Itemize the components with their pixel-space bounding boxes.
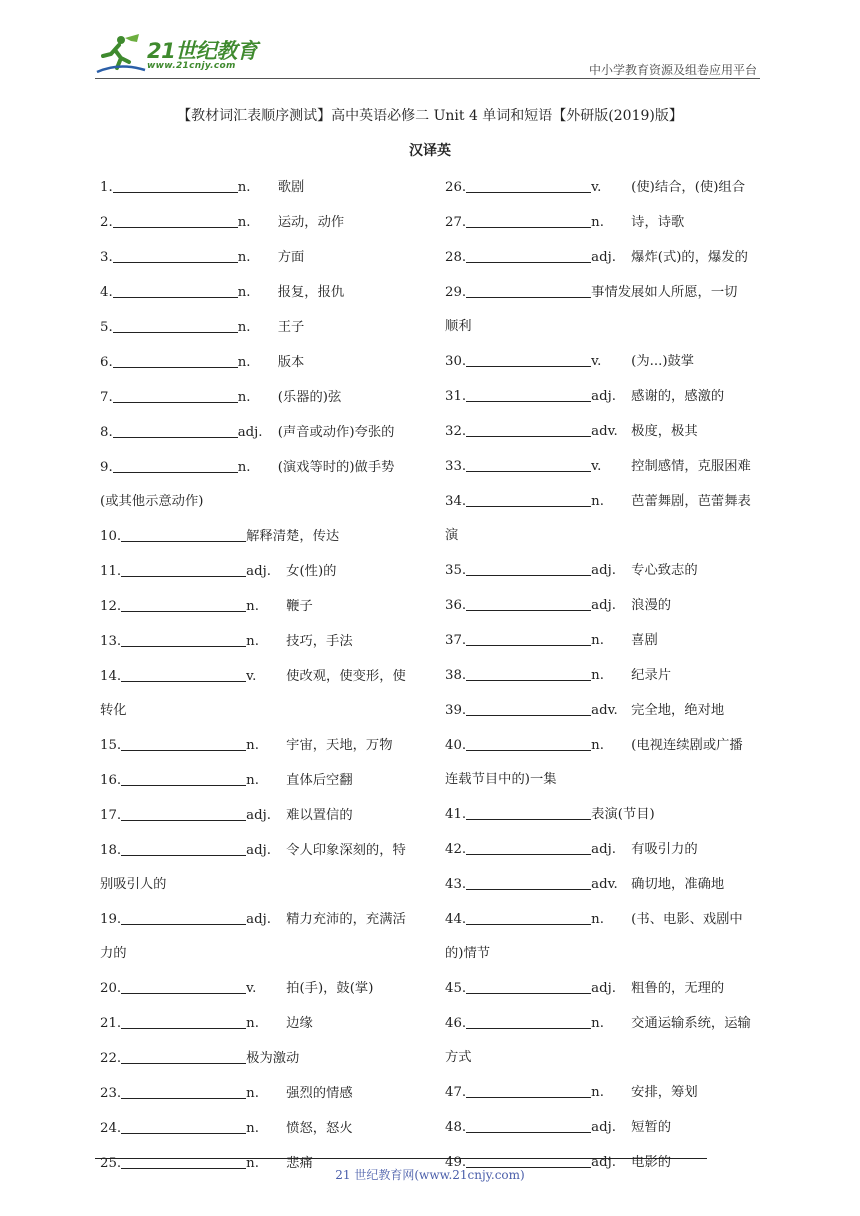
- item-number: 14.: [100, 669, 122, 684]
- vocab-item: [100, 728, 425, 763]
- meaning-continued: 别吸引人的: [100, 877, 167, 892]
- part-of-speech: adj.: [237, 425, 263, 440]
- item-number: 47.: [445, 1085, 467, 1100]
- page-header: [95, 30, 760, 79]
- item-number: 20.: [100, 981, 122, 996]
- item-number: 35.: [445, 563, 467, 578]
- part-of-speech: n.: [237, 355, 251, 370]
- item-number: 2.: [100, 215, 113, 230]
- part-of-speech: n.: [246, 1156, 259, 1171]
- item-number: 48.: [445, 1120, 467, 1135]
- item-number: 13.: [100, 634, 122, 649]
- item-number: 19.: [100, 912, 122, 927]
- vocab-item: [100, 519, 425, 554]
- left-column: [100, 170, 425, 1181]
- vocab-item: [445, 553, 770, 588]
- meaning: 强烈的情感: [286, 1086, 353, 1101]
- vocab-item: [100, 450, 425, 485]
- answer-blank[interactable]: [466, 728, 591, 751]
- answer-blank[interactable]: [121, 1041, 246, 1064]
- meaning: 精力充沛的，充满活: [286, 912, 406, 927]
- vocab-item: [445, 240, 770, 275]
- meaning: 歌剧: [277, 180, 305, 195]
- vocab-item: [100, 763, 425, 798]
- meaning-continued: 演: [445, 528, 459, 543]
- vocab-item: [100, 1076, 425, 1111]
- meaning: 完全地，绝对地: [631, 703, 725, 718]
- item-number: 16.: [100, 773, 122, 788]
- meaning: 极为激动: [246, 1051, 300, 1066]
- part-of-speech: n.: [591, 215, 604, 230]
- meaning-continued: 力的: [100, 946, 127, 961]
- answer-blank[interactable]: [466, 588, 591, 611]
- item-number: 37.: [445, 633, 467, 648]
- answer-blank[interactable]: [121, 589, 246, 612]
- document-title: 【教材词汇表顺序测试】高中英语必修二 Unit 4 单词和短语【外研版(2019)版】: [177, 108, 683, 124]
- item-number: 25.: [100, 1156, 122, 1171]
- part-of-speech: n.: [246, 738, 259, 753]
- meaning: 直体后空翻: [286, 773, 353, 788]
- part-of-speech: n.: [237, 320, 251, 335]
- meaning: 难以置信的: [286, 808, 353, 823]
- part-of-speech: v.: [246, 669, 257, 684]
- vocab-item: [445, 867, 770, 902]
- part-of-speech: adj.: [246, 843, 271, 858]
- item-number: 15.: [100, 738, 122, 753]
- item-number: 1.: [100, 180, 113, 195]
- item-number: 32.: [445, 424, 467, 439]
- item-number: 41.: [445, 807, 467, 822]
- answer-blank[interactable]: [466, 414, 591, 437]
- answer-blank[interactable]: [113, 240, 238, 263]
- answer-blank[interactable]: [466, 449, 591, 472]
- footer-divider: [95, 1158, 707, 1159]
- part-of-speech: n.: [591, 738, 604, 753]
- part-of-speech: n.: [591, 1016, 604, 1031]
- answer-blank[interactable]: [121, 554, 246, 577]
- vocab-item: [100, 833, 425, 868]
- meaning: 安排，筹划: [631, 1085, 698, 1100]
- item-number: 3.: [100, 250, 113, 265]
- vocab-item: [445, 344, 770, 379]
- vocab-item: [100, 1041, 425, 1076]
- part-of-speech: adv.: [591, 877, 618, 892]
- meaning: (乐器的)弦: [277, 390, 342, 405]
- vocab-item: [445, 658, 770, 693]
- item-number: 30.: [445, 354, 467, 369]
- part-of-speech: adj.: [591, 563, 616, 578]
- platform-label: 中小学教育资源及组卷应用平台: [588, 63, 757, 77]
- answer-blank[interactable]: [121, 971, 246, 994]
- answer-blank[interactable]: [113, 415, 238, 438]
- meaning: 粗鲁的，无理的: [631, 981, 725, 996]
- answer-blank[interactable]: [466, 832, 591, 855]
- meaning: 交通运输系统，运输: [631, 1016, 751, 1031]
- answer-blank[interactable]: [121, 798, 246, 821]
- item-number: 27.: [445, 215, 467, 230]
- section-title: 汉译英: [409, 143, 451, 159]
- vocab-item: [445, 379, 770, 414]
- meaning-continued: 顺利: [445, 319, 472, 334]
- answer-blank[interactable]: [121, 763, 246, 786]
- meaning: 女(性)的: [286, 564, 337, 579]
- answer-blank[interactable]: [113, 450, 238, 473]
- meaning: 感谢的，感激的: [631, 389, 725, 404]
- meaning: 拍(手)，鼓(掌): [286, 981, 374, 996]
- meaning: (为...)鼓掌: [631, 354, 695, 369]
- meaning-continued: (或其他示意动作): [100, 494, 204, 509]
- vocab-item: [445, 693, 770, 728]
- vocab-item: [100, 415, 425, 450]
- meaning: 纪录片: [631, 668, 672, 683]
- part-of-speech: adj.: [591, 389, 616, 404]
- meaning: 边缘: [286, 1016, 313, 1031]
- answer-blank[interactable]: [466, 240, 591, 263]
- answer-blank[interactable]: [466, 1145, 591, 1168]
- answer-blank[interactable]: [466, 658, 591, 681]
- vocab-item: [100, 170, 425, 205]
- meaning: 事情发展如人所愿，一切: [591, 285, 738, 300]
- meaning: 令人印象深刻的，特: [286, 843, 406, 858]
- vocab-item: [100, 1006, 425, 1041]
- meaning-continued: 转化: [100, 703, 127, 718]
- part-of-speech: n.: [246, 773, 259, 788]
- part-of-speech: n.: [246, 1121, 259, 1136]
- meaning: 爆炸(式)的，爆发的: [631, 250, 748, 265]
- meaning: 控制感情，克服困难: [631, 459, 751, 474]
- vocab-item: [445, 449, 770, 484]
- item-number: 18.: [100, 843, 122, 858]
- meaning: 有吸引力的: [631, 842, 698, 857]
- meaning: 运动，动作: [277, 215, 345, 230]
- vocab-item: [445, 205, 770, 240]
- meaning: 悲痛: [286, 1156, 313, 1171]
- item-number: 29.: [445, 285, 467, 300]
- runner-logo-icon: [95, 32, 147, 76]
- part-of-speech: adj.: [246, 912, 271, 927]
- part-of-speech: n.: [591, 633, 604, 648]
- item-number: 24.: [100, 1121, 122, 1136]
- meaning: (使)结合，(使)组合: [631, 180, 745, 195]
- part-of-speech: n.: [591, 668, 604, 683]
- answer-blank[interactable]: [466, 797, 591, 820]
- answer-blank[interactable]: [113, 205, 238, 228]
- meaning-continued: 连载节目中的)一集: [445, 772, 557, 787]
- vocab-item: [445, 275, 770, 310]
- meaning: 解释清楚，传达: [246, 529, 340, 544]
- meaning: 版本: [277, 355, 305, 370]
- vocab-item: [445, 1110, 770, 1145]
- meaning: 愤怒，怒火: [286, 1121, 353, 1136]
- vocab-item: [445, 170, 770, 205]
- item-number: 17.: [100, 808, 122, 823]
- part-of-speech: adj.: [591, 1120, 616, 1135]
- part-of-speech: v.: [246, 981, 257, 996]
- item-number: 38.: [445, 668, 467, 683]
- answer-blank[interactable]: [113, 310, 238, 333]
- meaning: 浪漫的: [631, 598, 672, 613]
- answer-blank[interactable]: [466, 379, 591, 402]
- answer-blank[interactable]: [121, 833, 246, 856]
- meaning: 喜剧: [631, 633, 658, 648]
- vocab-item: [100, 345, 425, 380]
- part-of-speech: n.: [237, 285, 251, 300]
- part-of-speech: n.: [246, 1016, 259, 1031]
- answer-blank[interactable]: [121, 902, 246, 925]
- meaning: (演戏等时的)做手势: [277, 460, 395, 475]
- meaning: 芭蕾舞剧，芭蕾舞表: [631, 494, 751, 509]
- part-of-speech: adj.: [591, 250, 616, 265]
- meaning: 王子: [277, 320, 305, 335]
- part-of-speech: adj.: [591, 598, 616, 613]
- part-of-speech: adj.: [246, 808, 271, 823]
- vocab-item: [100, 310, 425, 345]
- meaning: 表演(节目): [591, 807, 655, 822]
- meaning: (声音或动作)夸张的: [277, 425, 395, 440]
- vocab-item: [100, 240, 425, 275]
- vocab-item: [445, 902, 770, 937]
- answer-blank[interactable]: [121, 624, 246, 647]
- item-number: 46.: [445, 1016, 467, 1031]
- logo-url: www.21cnjy.com: [147, 61, 236, 71]
- vocab-item: [100, 205, 425, 240]
- vocab-item: [445, 484, 770, 519]
- item-number: 5.: [100, 320, 113, 335]
- vocab-item: [445, 728, 770, 763]
- logo-text: 21世纪教育: [147, 39, 258, 63]
- answer-blank[interactable]: [466, 971, 591, 994]
- answer-blank[interactable]: [466, 275, 591, 298]
- vocab-item: [445, 1006, 770, 1041]
- item-number: 45.: [445, 981, 467, 996]
- part-of-speech: adj.: [591, 1155, 616, 1170]
- answer-blank[interactable]: [121, 1076, 246, 1099]
- answer-blank[interactable]: [466, 623, 591, 646]
- answer-blank[interactable]: [466, 1006, 591, 1029]
- part-of-speech: v.: [591, 180, 602, 195]
- vocab-item: [100, 1111, 425, 1146]
- answer-blank[interactable]: [121, 728, 246, 751]
- item-number: 31.: [445, 389, 467, 404]
- meaning: (书、电影、戏剧中: [631, 912, 743, 927]
- item-number: 23.: [100, 1086, 122, 1101]
- item-number: 33.: [445, 459, 467, 474]
- answer-blank[interactable]: [121, 1111, 246, 1134]
- vocab-item: [100, 554, 425, 589]
- part-of-speech: n.: [246, 1086, 259, 1101]
- footer-text: 21 世纪教育网(www.21cnjy.com): [335, 1168, 525, 1182]
- part-of-speech: adj.: [591, 981, 616, 996]
- vocab-item: [100, 624, 425, 659]
- meaning: 极度，极其: [631, 424, 698, 439]
- meaning: 专心致志的: [631, 563, 698, 578]
- vocab-item: [445, 588, 770, 623]
- part-of-speech: n.: [237, 390, 251, 405]
- answer-blank[interactable]: [113, 380, 238, 403]
- meaning: 诗，诗歌: [631, 215, 685, 230]
- item-number: 36.: [445, 598, 467, 613]
- part-of-speech: v.: [591, 354, 602, 369]
- meaning: 电影的: [631, 1155, 672, 1170]
- part-of-speech: n.: [591, 1085, 604, 1100]
- answer-blank[interactable]: [466, 1110, 591, 1133]
- answer-blank[interactable]: [466, 344, 591, 367]
- vocab-item: [445, 1075, 770, 1110]
- item-number: 42.: [445, 842, 467, 857]
- vocab-item: [445, 623, 770, 658]
- meaning-continued: 的)情节: [445, 946, 491, 961]
- meaning: 宇宙，天地，万物: [286, 738, 393, 753]
- part-of-speech: n.: [237, 180, 251, 195]
- part-of-speech: n.: [246, 634, 259, 649]
- item-number: 8.: [100, 425, 113, 440]
- vocab-item: [445, 832, 770, 867]
- item-number: 22.: [100, 1051, 122, 1066]
- item-number: 9.: [100, 460, 113, 475]
- vocab-item: [100, 902, 425, 937]
- item-number: 12.: [100, 599, 122, 614]
- vocab-item: [445, 971, 770, 1006]
- vocab-item: [100, 971, 425, 1006]
- meaning: 报复，报仇: [277, 285, 345, 300]
- item-number: 4.: [100, 285, 113, 300]
- item-number: 39.: [445, 703, 467, 718]
- vocab-item: [445, 414, 770, 449]
- item-number: 28.: [445, 250, 467, 265]
- answer-blank[interactable]: [466, 1075, 591, 1098]
- part-of-speech: n.: [237, 215, 251, 230]
- meaning: 技巧，手法: [286, 634, 353, 649]
- item-number: 11.: [100, 564, 122, 579]
- item-number: 49.: [445, 1155, 467, 1170]
- answer-blank[interactable]: [113, 275, 238, 298]
- part-of-speech: adj.: [591, 842, 616, 857]
- answer-blank[interactable]: [466, 693, 591, 716]
- vocab-item: [100, 659, 425, 694]
- answer-blank[interactable]: [466, 867, 591, 890]
- meaning: (电视连续剧或广播: [631, 738, 743, 753]
- answer-blank[interactable]: [113, 345, 238, 368]
- part-of-speech: adj.: [246, 564, 271, 579]
- vocab-item: [100, 380, 425, 415]
- answer-blank[interactable]: [466, 484, 591, 507]
- item-number: 6.: [100, 355, 113, 370]
- vocab-item: [100, 589, 425, 624]
- item-number: 10.: [100, 529, 122, 544]
- meaning: 方面: [277, 250, 305, 265]
- answer-blank[interactable]: [121, 659, 246, 682]
- part-of-speech: adv.: [591, 703, 618, 718]
- logo: [95, 32, 265, 76]
- part-of-speech: n.: [591, 494, 604, 509]
- answer-blank[interactable]: [466, 170, 591, 193]
- part-of-speech: n.: [237, 250, 251, 265]
- part-of-speech: n.: [591, 912, 604, 927]
- meaning: 短暂的: [631, 1120, 672, 1135]
- item-number: 34.: [445, 494, 467, 509]
- meaning-continued: 方式: [445, 1050, 472, 1065]
- item-number: 21.: [100, 1016, 122, 1031]
- vocab-item: [445, 797, 770, 832]
- item-number: 44.: [445, 912, 467, 927]
- part-of-speech: v.: [591, 459, 602, 474]
- item-number: 40.: [445, 738, 467, 753]
- part-of-speech: n.: [237, 460, 251, 475]
- part-of-speech: adv.: [591, 424, 618, 439]
- answer-blank[interactable]: [121, 1006, 246, 1029]
- right-column: [445, 170, 770, 1180]
- meaning: 使改观，使变形，使: [286, 669, 406, 684]
- answer-blank[interactable]: [466, 205, 591, 228]
- meaning: 确切地，准确地: [631, 877, 725, 892]
- meaning: 鞭子: [286, 599, 313, 614]
- vocab-item: [100, 275, 425, 310]
- vocab-item: [100, 798, 425, 833]
- part-of-speech: n.: [246, 599, 259, 614]
- item-number: 26.: [445, 180, 467, 195]
- answer-blank[interactable]: [466, 902, 591, 925]
- answer-blank[interactable]: [113, 170, 238, 193]
- answer-blank[interactable]: [466, 553, 591, 576]
- item-number: 43.: [445, 877, 467, 892]
- item-number: 7.: [100, 390, 113, 405]
- answer-blank[interactable]: [121, 519, 246, 542]
